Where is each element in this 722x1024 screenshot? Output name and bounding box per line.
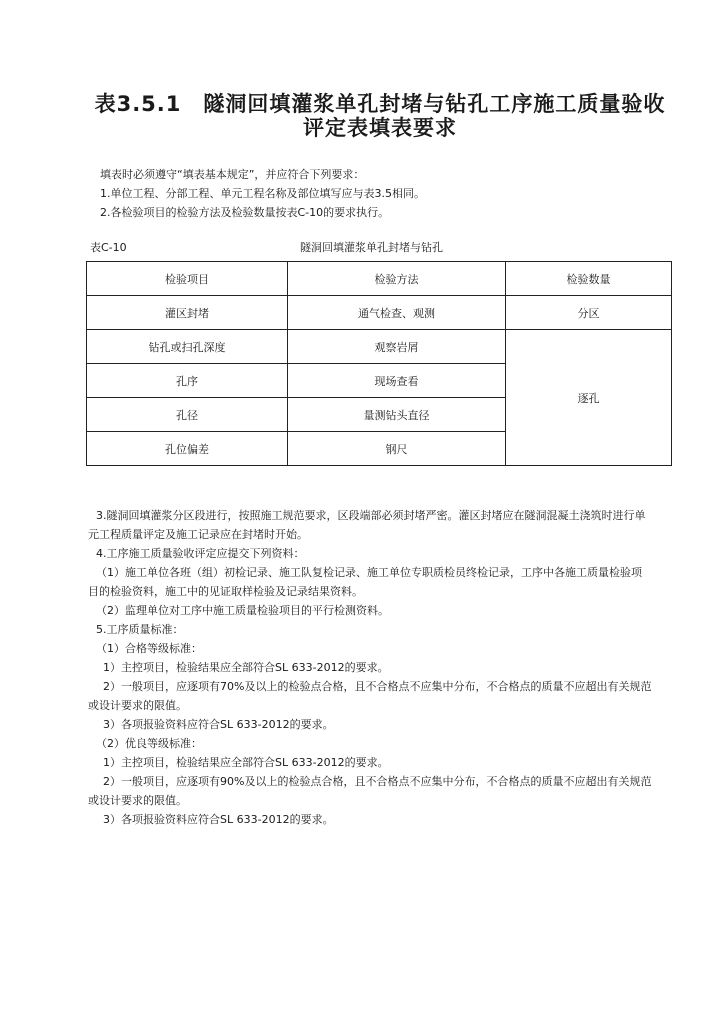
page-title-line2: 评定表填表要求: [303, 116, 457, 140]
item-cell: 钻孔或扫孔深度: [87, 330, 288, 364]
intro-line: 1.单位工程、分部工程、单元工程名称及部位填写应与表3.5相同。: [100, 187, 425, 200]
paragraph-line: 1）主控项目，检验结果应全部符合SL 633-2012的要求。: [103, 661, 389, 674]
paragraph-line: 3）各项报验资料应符合SL 633-2012的要求。: [103, 718, 334, 731]
paragraph-line: 或设计要求的限值。: [88, 699, 187, 712]
paragraph-line: 5.工序质量标准：: [96, 623, 184, 636]
qty-merged-cell: 逐孔: [506, 330, 672, 466]
intro-line: 2.各检验项目的检验方法及检验数量按表C-10的要求执行。: [100, 206, 390, 219]
header-cell: 检验方法: [288, 262, 506, 296]
paragraph-line: 2）一般项目，应逐项有90%及以上的检验点合格，且不合格点不应集中分布，不合格点的质量不应超出有关规范: [103, 775, 652, 788]
header-cell: 检验项目: [87, 262, 288, 296]
table-header-row: [87, 262, 672, 296]
table-caption: 隧洞回填灌浆单孔封堵与钻孔: [300, 241, 443, 254]
paragraph-line: （1）施工单位各班（组）初检记录、施工队复检记录、施工单位专职质检员终检记录，工序中各施工质量检验项: [96, 566, 642, 579]
method-cell: 观察岩屑: [288, 330, 506, 364]
paragraph-line: 元工程质量评定及施工记录应在封堵时开始。: [88, 528, 308, 541]
qty-cell: 分区: [506, 296, 672, 330]
paragraph-line: （1）合格等级标准：: [96, 642, 202, 655]
table-row: [87, 330, 672, 364]
paragraph-line: 4.工序施工质量验收评定应提交下列资料：: [96, 547, 305, 560]
paragraph-line: 2）一般项目，应逐项有70%及以上的检验点合格，且不合格点不应集中分布，不合格点的质量不应超出有关规范: [103, 680, 652, 693]
item-cell: 孔序: [87, 364, 288, 398]
item-cell: 灌区封堵: [87, 296, 288, 330]
paragraph-line: 1）主控项目，检验结果应全部符合SL 633-2012的要求。: [103, 756, 389, 769]
item-cell: 孔位偏差: [87, 432, 288, 466]
paragraph-line: 3.隧洞回填灌浆分区段进行，按照施工规范要求，区段端部必须封堵严密。灌区封堵应在隧洞混凝土浇筑时进行单: [96, 509, 646, 522]
paragraph-line: （2）监理单位对工序中施工质量检验项目的平行检测资料。: [96, 604, 389, 617]
page-title-line1: 表3.5.1 隧洞回填灌浆单孔封堵与钻孔工序施工质量验收: [94, 92, 666, 116]
item-cell: 孔径: [87, 398, 288, 432]
method-cell: 量测钻头直径: [288, 398, 506, 432]
paragraph-line: （2）优良等级标准：: [96, 737, 202, 750]
paragraph-line: 3）各项报验资料应符合SL 633-2012的要求。: [103, 813, 334, 826]
method-cell: 钢尺: [288, 432, 506, 466]
table-number: 表C-10: [90, 241, 127, 254]
inspection-table: [86, 261, 672, 466]
intro-line: 填表时必须遵守“填表基本规定”，并应符合下列要求：: [100, 168, 365, 181]
paragraph-line: 或设计要求的限值。: [88, 794, 187, 807]
method-cell: 通气检查、观测: [288, 296, 506, 330]
paragraph-line: 目的检验资料，施工中的见证取样检验及记录结果资料。: [88, 585, 363, 598]
header-cell: 检验数量: [506, 262, 672, 296]
table-row: [87, 296, 672, 330]
method-cell: 现场查看: [288, 364, 506, 398]
